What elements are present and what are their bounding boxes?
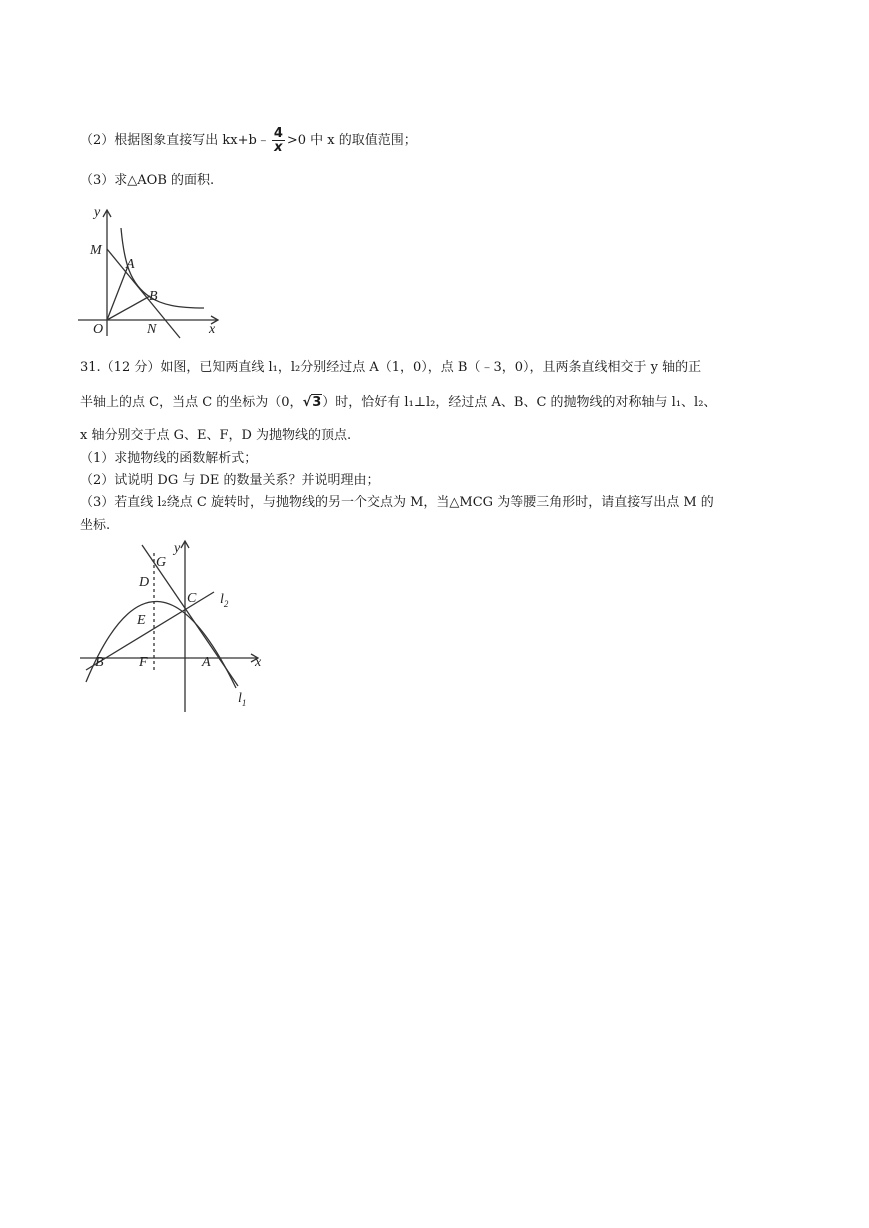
fig1-label-a: A xyxy=(126,257,135,272)
sqrt-3: √3 xyxy=(302,395,322,410)
p30-part2 xyxy=(80,127,417,154)
fig2-label-d: D xyxy=(139,575,150,590)
p31-q3-line2: 坐标. xyxy=(80,518,111,533)
fig1-label-m: M xyxy=(90,243,102,258)
fig2-label-y: y xyxy=(174,541,181,556)
fig1-segment-oa xyxy=(107,266,128,320)
figure-2-parabola-lines xyxy=(70,535,270,715)
fig2-label-l1: $l_1$ xyxy=(238,691,247,708)
fig2-label-e: E xyxy=(137,613,146,628)
p31-line3: x 轴分别交于点 G、E、F，D 为抛物线的顶点. xyxy=(80,428,352,443)
fig2-label-a: A xyxy=(202,655,211,670)
fig1-label-x: x xyxy=(209,322,216,337)
p31-q1: （1）求抛物线的函数解析式； xyxy=(80,451,258,466)
p30-part2-prefix: （2）根据图象直接写出 kx+b﹣ xyxy=(80,133,270,148)
fig1-label-b: B xyxy=(149,289,158,304)
fig2-label-b: B xyxy=(95,655,104,670)
p31-line1: 31.（12 分）如图，已知两直线 l₁，l₂分别经过点 A（1，0），点 B（﹣3，0），且两条直线相交于 y 轴的正 xyxy=(80,360,702,375)
p31-q2: （2）试说明 DG 与 DE 的数量关系？并说明理由； xyxy=(80,473,380,488)
fig2-label-g: G xyxy=(156,555,167,570)
fig2-label-x: x xyxy=(255,655,262,670)
p30-part3: （3）求△AOB 的面积. xyxy=(80,173,215,188)
fig2-label-f: F xyxy=(139,655,148,670)
fig1-segment-ob xyxy=(107,296,150,320)
fig2-label-l2: $l_2$ xyxy=(220,592,229,609)
fraction-4-over-x: $\frac{4}{x}$ xyxy=(273,126,283,155)
fig1-label-n: N xyxy=(147,322,157,337)
fig2-parabola xyxy=(86,601,236,688)
fig1-label-o: O xyxy=(93,322,104,337)
p31-q3-line1: （3）若直线 l₂绕点 C 旋转时，与抛物线的另一个交点为 M，当△MCG 为等腰三角形时，请直接写出点 M 的 xyxy=(80,495,714,510)
fig1-label-y: y xyxy=(94,205,101,220)
p30-part2-suffix: >0 中 x 的取值范围； xyxy=(286,133,417,148)
p31-line2: 半轴上的点 C，当点 C 的坐标为（0，√3）时，恰好有 l₁⊥l₂，经过点 A、B、C 的抛物线的对称轴与 l₁、l₂、 xyxy=(80,395,717,410)
fig2-label-c: C xyxy=(187,591,197,606)
figure-1-hyperbola-line xyxy=(70,200,230,340)
